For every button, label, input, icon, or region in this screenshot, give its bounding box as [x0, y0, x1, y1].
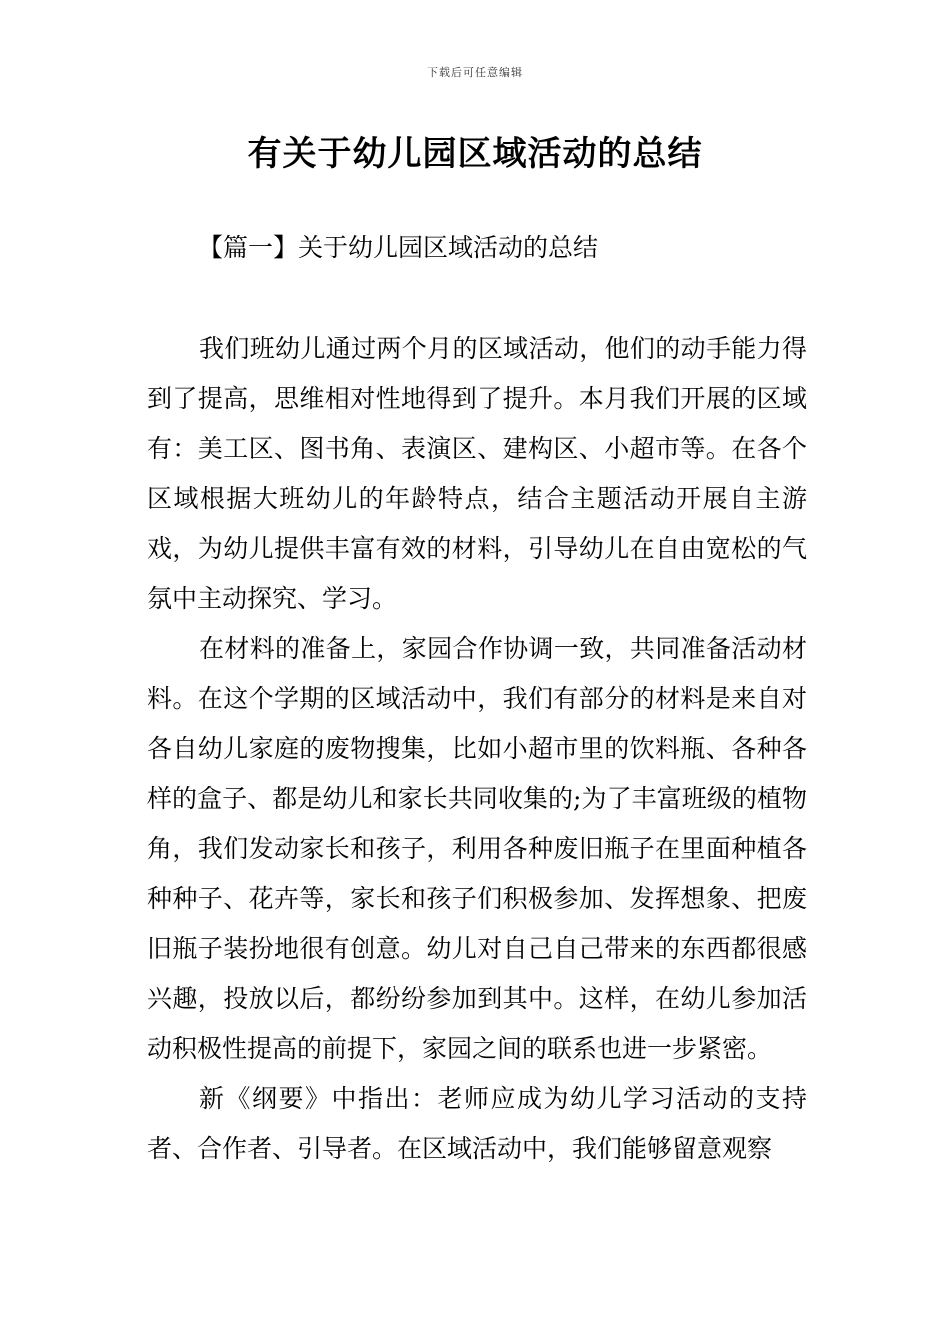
section-heading: 【篇一】关于幼儿园区域活动的总结 [198, 233, 599, 262]
document-title: 有关于幼儿园区域活动的总结 [247, 134, 703, 174]
paragraph-2: 在材料的准备上，家园合作协调一致，共同准备活动材料。在这个学期的区域活动中，我们有部分的材料是来自对各自幼儿家庭的废物搜集，比如小超市里的饮料瓶、各种各样的盒子、都是幼儿和家长共同收集的;为了丰富班级的植物角，我们发动家长和孩子，利用各种废旧瓶子在里面种植各种种子、花卉等，家长和孩子们积极参加、发挥想象、把废旧瓶子装扮地很有创意。幼儿对自己自己带来的东西都很感兴趣，投放以后，都纷纷参加到其中。这样，在幼儿参加活动积极性提高的前提下，家园之间的联系也进一步紧密。 [147, 634, 807, 1063]
paragraph-3: 新《纲要》中指出：老师应成为幼儿学习活动的支持者、合作者、引导者。在区域活动中，我们能够留意观察 [147, 1084, 807, 1163]
document-body [147, 324, 807, 1174]
paragraph-1: 我们班幼儿通过两个月的区域活动，他们的动手能力得到了提高，思维相对性地得到了提升。本月我们开展的区域有：美工区、图书角、表演区、建构区、小超市等。在各个区域根据大班幼儿的年龄特点，结合主题活动开展自主游戏，为幼儿提供丰富有效的材料，引导幼儿在自由宽松的气氛中主动探究、学习。 [147, 334, 807, 613]
page-header-note: 下载后可任意编辑 [427, 66, 523, 79]
